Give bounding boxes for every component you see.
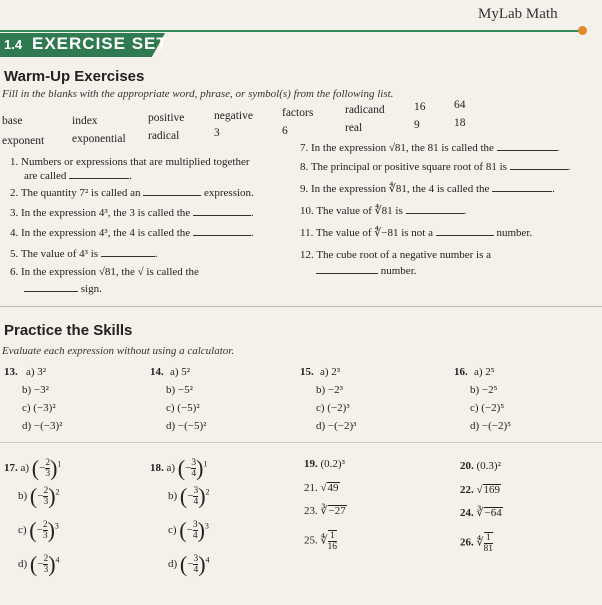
word-bank-item: factors bbox=[282, 107, 314, 119]
question-1: 1. Numbers or expressions that are multiplied together bbox=[10, 156, 250, 168]
problem-17d: d) (− $\frac{2}{3}$ )$^4$ bbox=[18, 551, 60, 577]
problem-13c: c) (−3)² bbox=[22, 402, 56, 414]
word-bank-item: base bbox=[2, 115, 23, 127]
question-8: 8. The principal or positive square root of 81 is . bbox=[300, 161, 571, 173]
word-bank-item: radical bbox=[148, 130, 180, 142]
problem-13-number: 13. bbox=[4, 366, 18, 378]
problem-16b: b) −2⁵ bbox=[470, 384, 498, 396]
problem-15d: d) −(−2)³ bbox=[316, 420, 357, 432]
problem-18b: b) (− $\frac{3}{4}$ )$^2$ bbox=[168, 483, 210, 509]
word-bank-item: 3 bbox=[214, 127, 220, 139]
problem-17a: 17. a) (− $\frac{2}{3}$ )$^1$ bbox=[4, 455, 62, 481]
word-bank-item: exponent bbox=[2, 135, 45, 147]
question-11: 11. The value of ∜−81 is not a number. bbox=[300, 227, 533, 239]
question-7: 7. In the expression √81, the 81 is called the . bbox=[300, 142, 560, 154]
word-bank-item: 18 bbox=[454, 117, 466, 129]
warmup-instructions: Fill in the blanks with the appropriate word, phrase, or symbol(s) from the following list. bbox=[2, 88, 394, 100]
word-bank-item: 64 bbox=[454, 99, 466, 111]
problem-20: 20. (0.3)² bbox=[460, 460, 501, 472]
problem-14d: d) −(−5)² bbox=[166, 420, 207, 432]
problem-25: 25. ∜ $\frac{1}{16}$ bbox=[304, 531, 338, 552]
problem-15a: a) 2³ bbox=[320, 366, 341, 378]
question-6-cont: sign. bbox=[24, 282, 102, 295]
word-bank-item: 9 bbox=[414, 119, 420, 131]
question-5: 5. The value of 4³ is . bbox=[10, 248, 158, 260]
problem-15c: c) (−2)³ bbox=[316, 402, 350, 414]
word-bank-item: real bbox=[345, 122, 363, 134]
question-2: 2. The quantity 7² is called an expression. bbox=[10, 187, 254, 199]
problem-23: 23. ∛−27 bbox=[304, 505, 346, 517]
row-divider bbox=[0, 442, 602, 443]
question-4: 4. In the expression 4³, the 4 is called the . bbox=[10, 227, 254, 239]
problem-26: 26. ∜ $\frac{1}{81}$ bbox=[460, 533, 494, 554]
practice-title: Practice the Skills bbox=[4, 322, 133, 339]
problem-22: 22. √169 bbox=[460, 484, 501, 496]
question-6: 6. In the expression √81, the √ is called the bbox=[10, 266, 199, 278]
word-bank-item: index bbox=[72, 115, 98, 127]
question-1-cont: are called . bbox=[24, 170, 132, 182]
practice-instructions: Evaluate each expression without using a calculator. bbox=[2, 345, 235, 357]
problem-18c: c) (− $\frac{3}{4}$ )$^3$ bbox=[168, 517, 209, 543]
question-3: 3. In the expression 4³, the 3 is called the . bbox=[10, 207, 254, 219]
word-bank-item: radicand bbox=[345, 104, 385, 116]
problem-14a: a) 5² bbox=[170, 366, 191, 378]
warmup-title: Warm-Up Exercises bbox=[4, 68, 145, 85]
word-bank-item: positive bbox=[148, 112, 185, 124]
problem-14-number: 14. bbox=[150, 366, 164, 378]
problem-21: 21. √49 bbox=[304, 482, 339, 494]
word-bank-item: 6 bbox=[282, 125, 288, 137]
problem-15b: b) −2³ bbox=[316, 384, 343, 396]
word-bank-item: negative bbox=[214, 110, 253, 122]
section-title: EXERCISE SET bbox=[32, 34, 168, 53]
section-number: 1.4 bbox=[4, 37, 23, 52]
question-10: 10. The value of ∜81 is . bbox=[300, 205, 467, 217]
problem-16d: d) −(−2)⁵ bbox=[470, 420, 511, 432]
section-divider bbox=[0, 306, 602, 307]
question-9: 9. In the expression ∜81, the 4 is called the . bbox=[300, 183, 555, 195]
problem-17c: c) (− $\frac{2}{3}$ )$^3$ bbox=[18, 517, 59, 543]
word-bank-item: exponential bbox=[72, 133, 126, 145]
problem-13a: a) 3² bbox=[26, 366, 47, 378]
word-bank-item: 16 bbox=[414, 101, 426, 113]
header-rule bbox=[0, 30, 582, 32]
problem-24: 24. ∛−64 bbox=[460, 507, 502, 519]
problem-15-number: 15. bbox=[300, 366, 314, 378]
problem-16c: c) (−2)⁵ bbox=[470, 402, 505, 414]
problem-17b: b) (− $\frac{2}{3}$ )$^2$ bbox=[18, 483, 60, 509]
question-12: 12. The cube root of a negative number is a bbox=[300, 249, 492, 261]
problem-16a: a) 2⁵ bbox=[474, 366, 495, 378]
question-12-cont: number. bbox=[316, 264, 417, 277]
problem-13b: b) −3² bbox=[22, 384, 49, 396]
problem-16-number: 16. bbox=[454, 366, 468, 378]
problem-19: 19. (0.2)³ bbox=[304, 458, 345, 470]
problem-18a: 18. a) (− $\frac{3}{4}$ )$^1$ bbox=[150, 455, 208, 481]
brand-logo-text: MyLab Math bbox=[478, 6, 558, 22]
problem-13d: d) −(−3)² bbox=[22, 420, 63, 432]
problem-14b: b) −5² bbox=[166, 384, 193, 396]
accent-dot bbox=[578, 26, 587, 35]
problem-14c: c) (−5)² bbox=[166, 402, 200, 414]
problem-18d: d) (− $\frac{3}{4}$ )$^4$ bbox=[168, 551, 210, 577]
